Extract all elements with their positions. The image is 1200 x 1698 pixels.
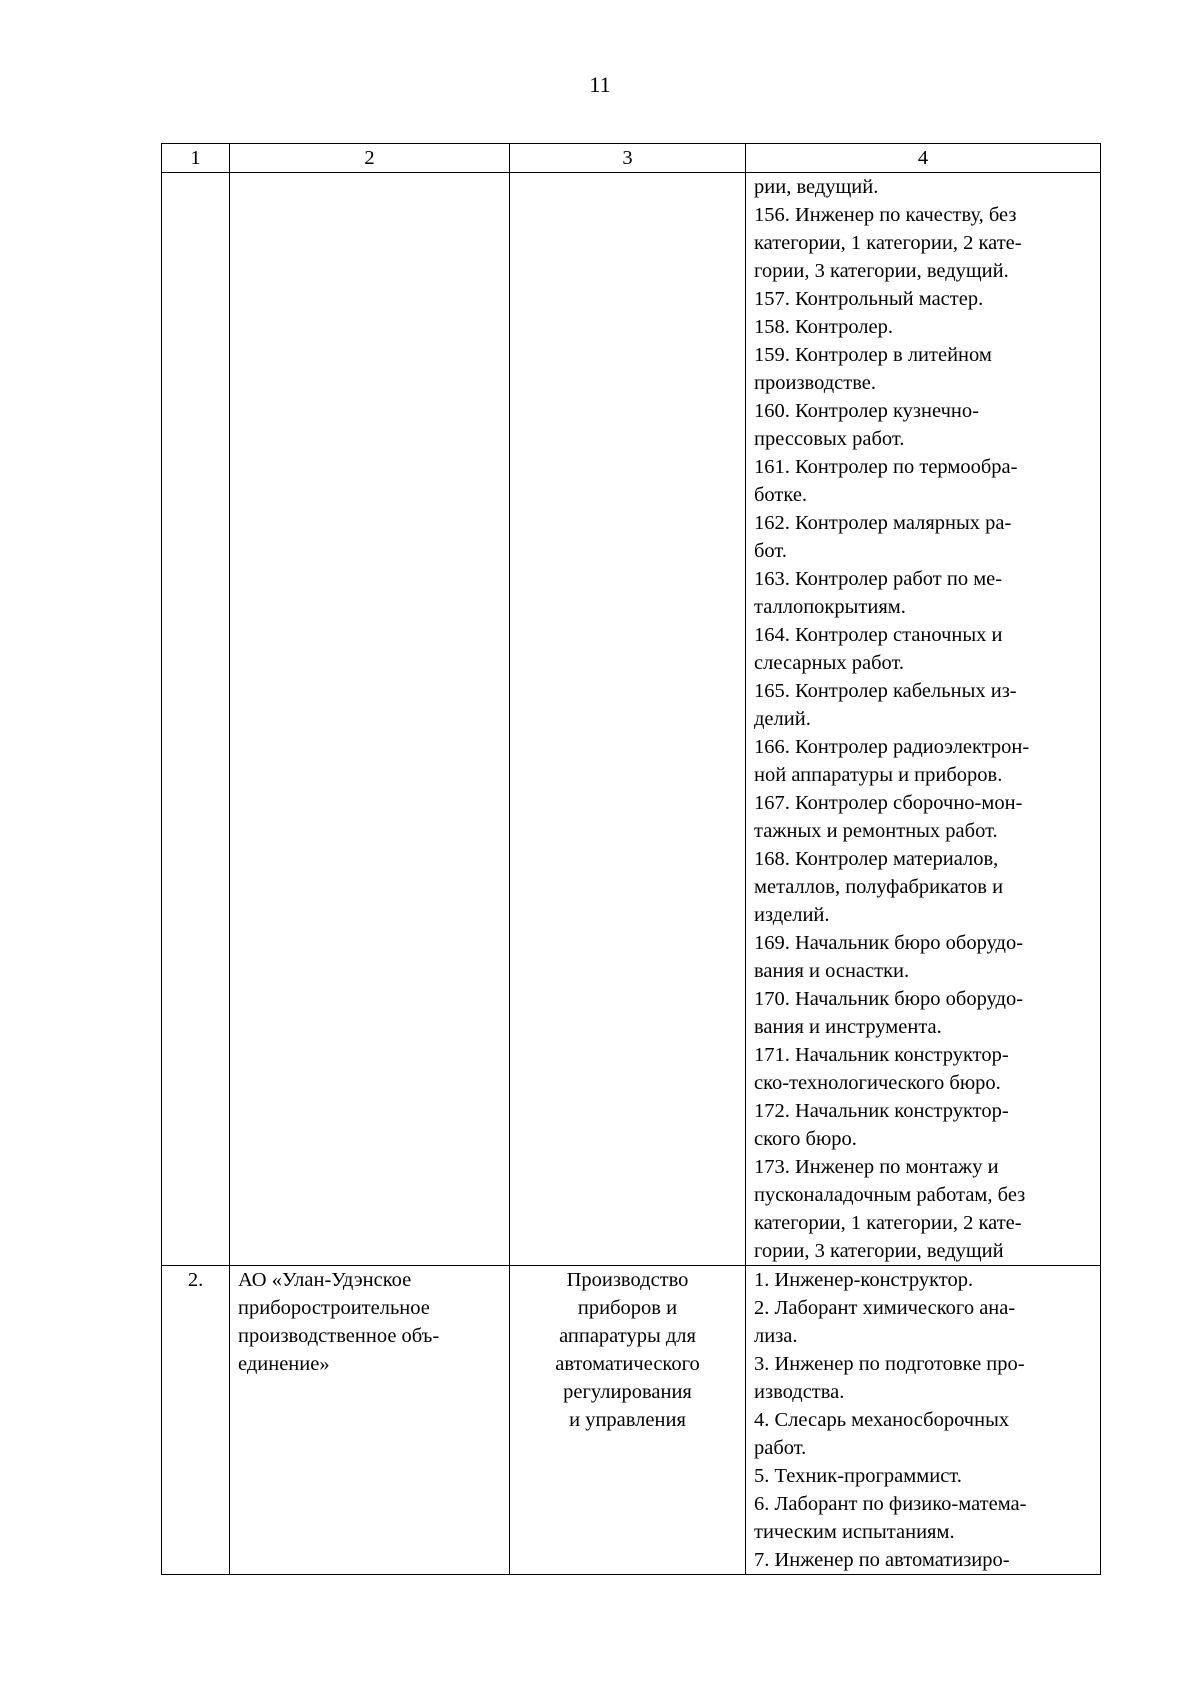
cell-text-line: ского бюро. (754, 1128, 857, 1150)
cell-text-line: приборов и (577, 1297, 678, 1319)
cell-text-line: автоматического (555, 1353, 700, 1375)
cell-text-line: категории, 1 категории, 2 кате- (754, 232, 1022, 254)
cell-text-line: 161. Контролер по термообра- (754, 456, 1018, 478)
occupations-table (161, 143, 1101, 1575)
cell-text-line: категории, 1 категории, 2 кате- (754, 1212, 1022, 1234)
cell-text-line: 168. Контролер материалов, (754, 848, 999, 870)
table-row (162, 173, 1101, 1266)
cell-text-line: 1. Инженер-конструктор. (754, 1269, 974, 1291)
cell-text-line: бот. (754, 540, 787, 562)
header-col-2: 2 (230, 144, 510, 173)
activity-cell (510, 173, 746, 1266)
cell-text-line: прессовых работ. (754, 428, 905, 450)
header-col-3: 3 (510, 144, 746, 173)
activity-cell (510, 1266, 746, 1575)
organization-cell (230, 173, 510, 1266)
cell-text-line: 158. Контролер. (754, 316, 894, 338)
cell-text-line: тическим испытаниям. (754, 1521, 955, 1543)
cell-text-line: единение» (238, 1353, 330, 1375)
cell-text-line: металлов, полуфабрикатов и (754, 876, 1004, 898)
cell-text-line: 173. Инженер по монтажу и (754, 1156, 999, 1178)
cell-text-line: ной аппаратуры и приборов. (754, 764, 1003, 786)
positions-cell (746, 173, 1101, 1266)
table-row (162, 1266, 1101, 1575)
cell-text-line: и управления (569, 1409, 686, 1431)
cell-text-line: 160. Контролер кузнечно- (754, 400, 979, 422)
cell-text-line: 164. Контролер станочных и (754, 624, 1003, 646)
cell-text-line: пусконаладочным работам, без (754, 1184, 1026, 1206)
cell-text-line: 169. Начальник бюро оборудо- (754, 932, 1024, 954)
cell-text-line: ботке. (754, 484, 808, 506)
cell-text-line: 156. Инженер по качеству, без (754, 204, 1017, 226)
header-col-4: 4 (746, 144, 1101, 173)
cell-text-line: 6. Лаборант по физико-матема- (754, 1493, 1027, 1515)
cell-text-line: 170. Начальник бюро оборудо- (754, 988, 1024, 1010)
header-col-1: 1 (162, 144, 230, 173)
cell-text-line: ско-технологического бюро. (754, 1072, 1001, 1094)
cell-text-line: рии, ведущий. (754, 176, 879, 198)
cell-text-line: 157. Контрольный мастер. (754, 288, 984, 310)
cell-text-line: регулирования (563, 1381, 692, 1403)
cell-text-line: работ. (754, 1437, 807, 1459)
cell-text-line: 159. Контролер в литейном (754, 344, 992, 366)
table-header-row (162, 144, 1101, 173)
cell-text-line: гории, 3 категории, ведущий. (754, 260, 1009, 282)
cell-text-line: приборостроительное (238, 1297, 430, 1319)
cell-text-line: изделий. (754, 904, 830, 926)
cell-text-line: 2. Лаборант химического ана- (754, 1297, 1016, 1319)
cell-text-line: 165. Контролер кабельных из- (754, 680, 1017, 702)
cell-text-line: 166. Контролер радиоэлектрон- (754, 736, 1030, 758)
cell-text-line: таллопокрытиям. (754, 596, 906, 618)
cell-text-line: вания и оснастки. (754, 960, 910, 982)
cell-text-line: лиза. (754, 1325, 798, 1347)
cell-text-line: 7. Инженер по автоматизиро- (754, 1549, 1010, 1571)
cell-text-line: 162. Контролер малярных ра- (754, 512, 1012, 534)
cell-text-line: изводства. (754, 1381, 845, 1403)
organization-cell (230, 1266, 510, 1575)
page-number: 11 (589, 72, 611, 97)
cell-text-line: 3. Инженер по подготовке про- (754, 1353, 1025, 1375)
cell-text-line: делий. (754, 708, 811, 730)
cell-text-line: АО «Улан-Удэнское (238, 1269, 412, 1291)
cell-text-line: 171. Начальник конструктор- (754, 1044, 1009, 1066)
cell-text-line: гории, 3 категории, ведущий (754, 1240, 1004, 1262)
cell-text-line: тажных и ремонтных работ. (754, 820, 998, 842)
cell-text-line: Производство (566, 1269, 689, 1291)
cell-text-line: производственное объ- (238, 1325, 440, 1347)
cell-text-line: 172. Начальник конструктор- (754, 1100, 1009, 1122)
row-number-cell (162, 173, 230, 1266)
cell-text-line: вания и инструмента. (754, 1016, 942, 1038)
cell-text-line: 5. Техник-программист. (754, 1465, 962, 1487)
positions-cell (746, 1266, 1101, 1575)
cell-text-line: 167. Контролер сборочно-мон- (754, 792, 1023, 814)
cell-text-line: аппаратуры для (559, 1325, 696, 1347)
cell-text-line: 4. Слесарь механосборочных (754, 1409, 1010, 1431)
row-number-cell: 2. (162, 1266, 230, 1575)
cell-text-line: 163. Контролер работ по ме- (754, 568, 1003, 590)
cell-text-line: производстве. (754, 372, 877, 394)
cell-text-line: слесарных работ. (754, 652, 905, 674)
